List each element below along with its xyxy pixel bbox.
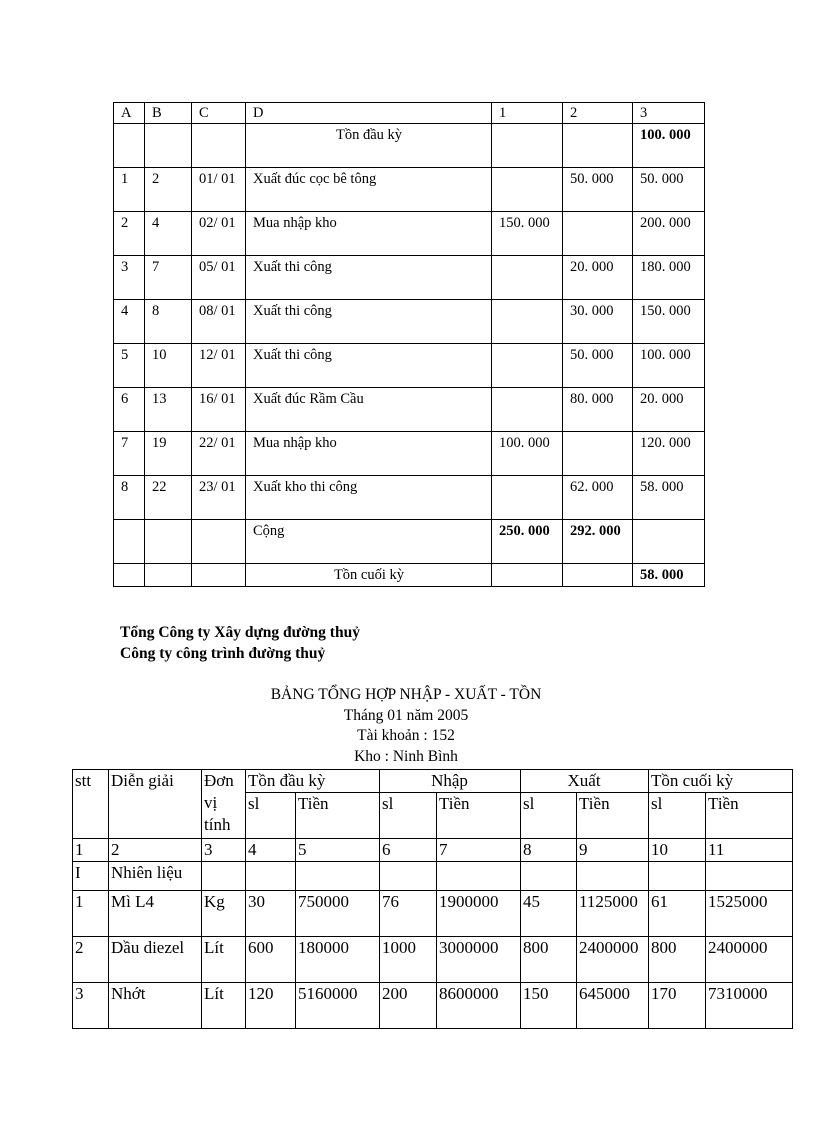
closing-qty: 61 xyxy=(649,891,706,937)
summary-title: BẢNG TỔNG HỢP NHẬP - XUẤT - TỒN xyxy=(270,686,542,703)
row-index: 3 xyxy=(114,256,145,300)
item-stt: 2 xyxy=(73,937,109,983)
header-qty: sl xyxy=(649,793,706,839)
balance: 180. 000 xyxy=(633,256,705,300)
amount-out: 80. 000 xyxy=(563,388,633,432)
doc-date: 01/ 01 xyxy=(192,168,246,212)
item-unit: Lít xyxy=(202,937,246,983)
description: Xuất thi công xyxy=(246,256,492,300)
import-qty: 200 xyxy=(380,983,437,1029)
import-amount: 3000000 xyxy=(437,937,521,983)
summary-row xyxy=(73,983,793,1029)
description: Mua nhập kho xyxy=(246,212,492,256)
summary-titles xyxy=(0,685,816,767)
row-index: 6 xyxy=(114,388,145,432)
summary-account: Tài khoản : 152 xyxy=(357,727,455,744)
doc-date: 22/ 01 xyxy=(192,432,246,476)
header-amount: Tiền xyxy=(437,793,521,839)
doc-number: 10 xyxy=(145,344,192,388)
ledger-row xyxy=(114,300,705,344)
doc-date: 12/ 01 xyxy=(192,344,246,388)
import-amount: 1900000 xyxy=(437,891,521,937)
summary-month: Tháng 01 năm 2005 xyxy=(343,706,469,724)
balance: 100. 000 xyxy=(633,344,705,388)
amount-out xyxy=(563,212,633,256)
amount-in xyxy=(492,344,563,388)
export-amount: 2400000 xyxy=(577,937,649,983)
header-desc: Diễn giải xyxy=(109,770,202,839)
closing-qty: 170 xyxy=(649,983,706,1029)
doc-date: 23/ 01 xyxy=(192,476,246,520)
ledger-row xyxy=(114,256,705,300)
amount-in xyxy=(492,168,563,212)
ledger-table xyxy=(113,102,705,587)
balance: 20. 000 xyxy=(633,388,705,432)
column-number: 4 xyxy=(246,839,296,862)
column-number: 9 xyxy=(577,839,649,862)
ledger-header-cell: D xyxy=(246,103,492,124)
row-index: 2 xyxy=(114,212,145,256)
closing-amount: 7310000 xyxy=(706,983,793,1029)
closing-label: Tồn cuối kỳ xyxy=(246,564,492,587)
doc-number: 7 xyxy=(145,256,192,300)
import-amount: 8600000 xyxy=(437,983,521,1029)
opening-amount: 5160000 xyxy=(296,983,380,1029)
column-number: 3 xyxy=(202,839,246,862)
amount-out: 20. 000 xyxy=(563,256,633,300)
export-qty: 45 xyxy=(521,891,577,937)
closing-qty: 800 xyxy=(649,937,706,983)
doc-number: 2 xyxy=(145,168,192,212)
header-closing: Tồn cuối kỳ xyxy=(649,770,793,793)
ledger-header-cell: A xyxy=(114,103,145,124)
ledger-row xyxy=(114,344,705,388)
column-number: 6 xyxy=(380,839,437,862)
summary-warehouse: Kho : Ninh Bình xyxy=(354,747,458,765)
parent-company: Tổng Công ty Xây dựng đường thuỷ xyxy=(120,624,360,641)
amount-in xyxy=(492,388,563,432)
export-qty: 800 xyxy=(521,937,577,983)
import-qty: 76 xyxy=(380,891,437,937)
doc-number: 4 xyxy=(145,212,192,256)
item-stt: 3 xyxy=(73,983,109,1029)
balance: 120. 000 xyxy=(633,432,705,476)
amount-in xyxy=(492,300,563,344)
opening-label: Tồn đầu kỳ xyxy=(246,124,492,168)
company-heading xyxy=(120,622,360,664)
description: Mua nhập kho xyxy=(246,432,492,476)
column-number-row xyxy=(73,839,793,862)
header-unit: Đơn vị tính xyxy=(202,770,246,839)
header-stt: stt xyxy=(73,770,109,839)
summary-header-row-1 xyxy=(73,770,793,793)
import-qty: 1000 xyxy=(380,937,437,983)
group-row xyxy=(73,862,793,891)
header-qty: sl xyxy=(380,793,437,839)
header-export: Xuất xyxy=(521,770,649,793)
doc-number: 19 xyxy=(145,432,192,476)
item-name: Dầu diezel xyxy=(109,937,202,983)
ledger-row xyxy=(114,168,705,212)
amount-in xyxy=(492,476,563,520)
amount-out xyxy=(563,432,633,476)
header-opening: Tồn đầu kỳ xyxy=(246,770,380,793)
row-index: 4 xyxy=(114,300,145,344)
column-number: 8 xyxy=(521,839,577,862)
closing-amount: 1525000 xyxy=(706,891,793,937)
amount-out: 50. 000 xyxy=(563,168,633,212)
balance: 58. 000 xyxy=(633,476,705,520)
ledger-header-cell: B xyxy=(145,103,192,124)
column-number: 5 xyxy=(296,839,380,862)
summary-row xyxy=(73,937,793,983)
row-index: 5 xyxy=(114,344,145,388)
ledger-opening-row xyxy=(114,124,705,168)
column-number: 7 xyxy=(437,839,521,862)
column-number: 1 xyxy=(73,839,109,862)
ledger-rows xyxy=(114,168,705,520)
opening-qty: 30 xyxy=(246,891,296,937)
amount-in: 150. 000 xyxy=(492,212,563,256)
export-amount: 645000 xyxy=(577,983,649,1029)
summary-row xyxy=(73,891,793,937)
header-qty: sl xyxy=(521,793,577,839)
summary-table xyxy=(72,769,793,1029)
description: Xuất đúc cọc bê tông xyxy=(246,168,492,212)
row-index: 7 xyxy=(114,432,145,476)
item-unit: Kg xyxy=(202,891,246,937)
column-number: 11 xyxy=(706,839,793,862)
opening-amount: 180000 xyxy=(296,937,380,983)
item-name: Nhớt xyxy=(109,983,202,1029)
ledger-row xyxy=(114,476,705,520)
doc-date: 16/ 01 xyxy=(192,388,246,432)
total-label: Cộng xyxy=(246,520,492,564)
ledger-row xyxy=(114,432,705,476)
ledger-row xyxy=(114,212,705,256)
amount-out: 30. 000 xyxy=(563,300,633,344)
ledger-header-row xyxy=(114,103,705,124)
column-number: 2 xyxy=(109,839,202,862)
description: Xuất thi công xyxy=(246,300,492,344)
doc-number: 8 xyxy=(145,300,192,344)
summary-rows xyxy=(73,891,793,1029)
ledger-row xyxy=(114,388,705,432)
item-name: Mì L4 xyxy=(109,891,202,937)
doc-number: 13 xyxy=(145,388,192,432)
doc-date: 02/ 01 xyxy=(192,212,246,256)
opening-qty: 120 xyxy=(246,983,296,1029)
ledger-header-cell: C xyxy=(192,103,246,124)
column-number: 10 xyxy=(649,839,706,862)
balance: 200. 000 xyxy=(633,212,705,256)
amount-in xyxy=(492,256,563,300)
item-stt: 1 xyxy=(73,891,109,937)
export-amount: 1125000 xyxy=(577,891,649,937)
total-in: 250. 000 xyxy=(492,520,563,564)
amount-out: 62. 000 xyxy=(563,476,633,520)
amount-in: 100. 000 xyxy=(492,432,563,476)
header-import: Nhập xyxy=(380,770,521,793)
company-name: Công ty công trình đường thuỷ xyxy=(120,645,326,662)
closing-amount: 2400000 xyxy=(706,937,793,983)
description: Xuất kho thi công xyxy=(246,476,492,520)
description: Xuất thi công xyxy=(246,344,492,388)
ledger-closing-row xyxy=(114,564,705,587)
balance: 150. 000 xyxy=(633,300,705,344)
description: Xuất đúc Rầm Cầu xyxy=(246,388,492,432)
closing-balance: 58. 000 xyxy=(633,564,705,587)
amount-out: 50. 000 xyxy=(563,344,633,388)
total-out: 292. 000 xyxy=(563,520,633,564)
header-amount: Tiền xyxy=(296,793,380,839)
row-index: 1 xyxy=(114,168,145,212)
header-amount: Tiền xyxy=(706,793,793,839)
item-unit: Lít xyxy=(202,983,246,1029)
row-index: 8 xyxy=(114,476,145,520)
opening-balance: 100. 000 xyxy=(633,124,705,168)
header-qty: sl xyxy=(246,793,296,839)
group-name: Nhiên liệu xyxy=(109,862,202,891)
balance: 50. 000 xyxy=(633,168,705,212)
doc-date: 05/ 01 xyxy=(192,256,246,300)
ledger-header-cell: 3 xyxy=(633,103,705,124)
group-stt: I xyxy=(73,862,109,891)
header-amount: Tiền xyxy=(577,793,649,839)
doc-date: 08/ 01 xyxy=(192,300,246,344)
opening-amount: 750000 xyxy=(296,891,380,937)
export-qty: 150 xyxy=(521,983,577,1029)
ledger-total-row xyxy=(114,520,705,564)
opening-qty: 600 xyxy=(246,937,296,983)
ledger-header-cell: 1 xyxy=(492,103,563,124)
doc-number: 22 xyxy=(145,476,192,520)
ledger-header-cell: 2 xyxy=(563,103,633,124)
